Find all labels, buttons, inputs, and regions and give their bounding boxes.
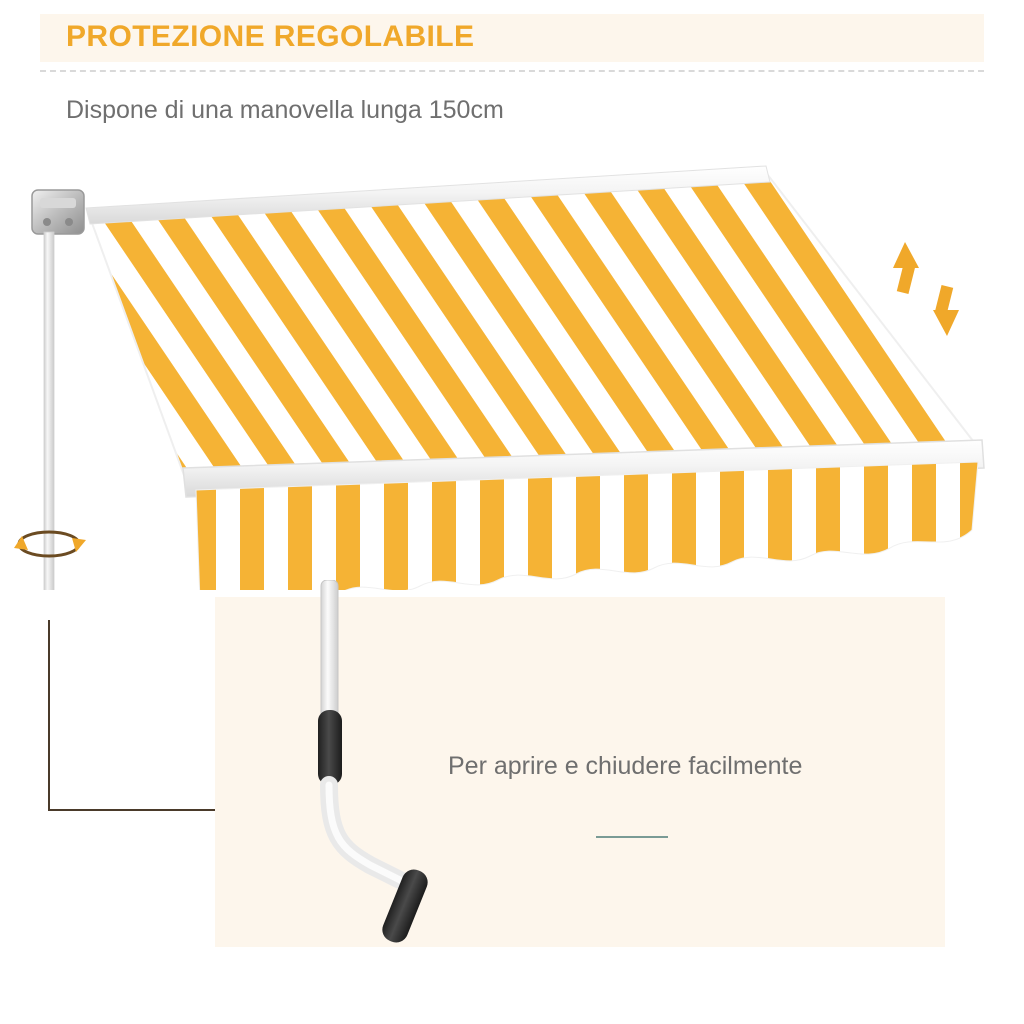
awning-illustration bbox=[0, 150, 1024, 590]
page-subtitle: Dispone di una manovella lunga 150cm bbox=[66, 96, 504, 124]
callout-text: Per aprire e chiudere facilmente bbox=[448, 752, 803, 780]
extend-retract-arrows bbox=[893, 242, 959, 336]
down-arrow bbox=[933, 285, 959, 336]
callout-underline bbox=[596, 836, 668, 838]
header-divider bbox=[40, 70, 984, 72]
wall-mount-bracket bbox=[32, 190, 84, 234]
callout-leader-line bbox=[40, 620, 240, 820]
up-arrow bbox=[893, 242, 919, 294]
page-title: PROTEZIONE REGOLABILE bbox=[66, 20, 475, 53]
